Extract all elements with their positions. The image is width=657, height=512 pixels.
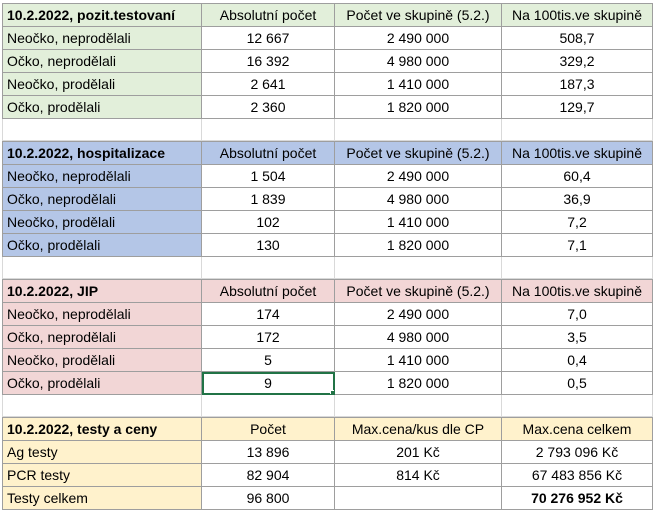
cell-group-count[interactable]: 4 980 000 xyxy=(335,188,502,211)
cell-group-count[interactable]: 1 820 000 xyxy=(335,234,502,257)
col-header-absolute[interactable]: Absolutní počet xyxy=(202,4,335,27)
empty-row xyxy=(3,395,653,417)
row-label[interactable]: Očko, neprodělali xyxy=(3,326,202,349)
row-label[interactable]: Neočko, prodělali xyxy=(3,349,202,372)
row-label[interactable]: Očko, prodělali xyxy=(3,96,202,119)
empty-cell[interactable] xyxy=(202,395,335,417)
col-header-absolute[interactable]: Absolutní počet xyxy=(202,280,335,303)
empty-cell[interactable] xyxy=(502,257,653,279)
empty-cell[interactable] xyxy=(502,395,653,417)
row-label[interactable]: Neočko, neprodělali xyxy=(3,165,202,188)
cell-count[interactable]: 82 904 xyxy=(202,464,335,487)
cell-group-count[interactable]: 1 820 000 xyxy=(335,372,502,395)
table-row xyxy=(3,165,653,188)
table-row xyxy=(3,96,653,119)
cell-group-count[interactable]: 1 820 000 xyxy=(335,96,502,119)
row-label[interactable]: Očko, neprodělali xyxy=(3,50,202,73)
cell-price-total[interactable]: 70 276 952 Kč xyxy=(502,487,653,510)
cell-per-100k[interactable]: 36,9 xyxy=(502,188,653,211)
cell-group-count[interactable]: 1 410 000 xyxy=(335,73,502,96)
col-header-per-100k[interactable]: Na 100tis.ve skupině xyxy=(502,4,653,27)
cell-absolute[interactable]: 2 360 xyxy=(202,96,335,119)
section-title[interactable]: 10.2.2022, hospitalizace xyxy=(3,142,202,165)
header-row xyxy=(3,418,653,441)
table-row xyxy=(3,487,653,510)
row-label[interactable]: Očko, prodělali xyxy=(3,234,202,257)
cell-per-100k[interactable]: 0,5 xyxy=(502,372,653,395)
table-tests-prices xyxy=(2,417,653,510)
row-label[interactable]: Neočko, prodělali xyxy=(3,73,202,96)
table-row xyxy=(3,234,653,257)
table-row xyxy=(3,50,653,73)
header-row xyxy=(3,142,653,165)
cell-per-100k[interactable]: 3,5 xyxy=(502,326,653,349)
section-title[interactable]: 10.2.2022, testy a ceny xyxy=(3,418,202,441)
selected-cell[interactable] xyxy=(202,372,335,395)
fill-handle[interactable] xyxy=(330,390,335,395)
row-label[interactable]: PCR testy xyxy=(3,464,202,487)
table-row xyxy=(3,326,653,349)
section-title[interactable]: 10.2.2022, JIP xyxy=(3,280,202,303)
table-row xyxy=(3,441,653,464)
table-row xyxy=(3,27,653,50)
cell-group-count[interactable]: 2 490 000 xyxy=(335,165,502,188)
empty-cell[interactable] xyxy=(202,119,335,141)
cell-price-unit[interactable] xyxy=(335,487,502,510)
row-label[interactable]: Očko, neprodělali xyxy=(3,188,202,211)
empty-cell[interactable] xyxy=(3,257,202,279)
cell-price-unit[interactable]: 201 Kč xyxy=(335,441,502,464)
table-hospitalization xyxy=(2,141,653,279)
table-row xyxy=(3,303,653,326)
empty-cell[interactable] xyxy=(335,119,502,141)
table-positive-tests xyxy=(2,3,653,141)
cell-group-count[interactable]: 4 980 000 xyxy=(335,326,502,349)
cell-absolute[interactable]: 174 xyxy=(202,303,335,326)
cell-price-total[interactable]: 2 793 096 Kč xyxy=(502,441,653,464)
col-header-group-count[interactable]: Počet ve skupině (5.2.) xyxy=(335,142,502,165)
empty-cell[interactable] xyxy=(335,395,502,417)
cell-per-100k[interactable]: 187,3 xyxy=(502,73,653,96)
table-icu xyxy=(2,279,653,417)
row-label[interactable]: Neočko, neprodělali xyxy=(3,303,202,326)
cell-per-100k[interactable]: 508,7 xyxy=(502,27,653,50)
col-header-per-100k[interactable]: Na 100tis.ve skupině xyxy=(502,280,653,303)
col-header-max-price-unit[interactable]: Max.cena/kus dle CP xyxy=(335,418,502,441)
cell-group-count[interactable]: 2 490 000 xyxy=(335,27,502,50)
col-header-count[interactable]: Počet xyxy=(202,418,335,441)
cell-per-100k[interactable]: 129,7 xyxy=(502,96,653,119)
cell-absolute[interactable]: 130 xyxy=(202,234,335,257)
table-row xyxy=(3,211,653,234)
empty-row xyxy=(3,257,653,279)
empty-cell[interactable] xyxy=(3,395,202,417)
row-label[interactable]: Očko, prodělali xyxy=(3,372,202,395)
col-header-group-count[interactable]: Počet ve skupině (5.2.) xyxy=(335,280,502,303)
cell-per-100k[interactable]: 7,1 xyxy=(502,234,653,257)
row-label[interactable]: Neočko, prodělali xyxy=(3,211,202,234)
table-row xyxy=(3,188,653,211)
cell-absolute[interactable]: 2 641 xyxy=(202,73,335,96)
empty-cell[interactable] xyxy=(502,119,653,141)
col-header-max-price-total[interactable]: Max.cena celkem xyxy=(502,418,653,441)
empty-cell[interactable] xyxy=(335,257,502,279)
cell-per-100k[interactable]: 329,2 xyxy=(502,50,653,73)
empty-row xyxy=(3,119,653,141)
cell-absolute[interactable]: 5 xyxy=(202,349,335,372)
cell-price-total[interactable]: 67 483 856 Kč xyxy=(502,464,653,487)
table-row xyxy=(3,464,653,487)
cell-group-count[interactable]: 1 410 000 xyxy=(335,349,502,372)
col-header-absolute[interactable]: Absolutní počet xyxy=(202,142,335,165)
cell-per-100k[interactable]: 0,4 xyxy=(502,349,653,372)
row-label[interactable]: Testy celkem xyxy=(3,487,202,510)
table-row xyxy=(3,73,653,96)
cell-absolute[interactable]: 16 392 xyxy=(202,50,335,73)
cell-absolute[interactable]: 12 667 xyxy=(202,27,335,50)
col-header-per-100k[interactable]: Na 100tis.ve skupině xyxy=(502,142,653,165)
cell-absolute[interactable]: 172 xyxy=(202,326,335,349)
cell-per-100k[interactable]: 7,2 xyxy=(502,211,653,234)
empty-cell[interactable] xyxy=(3,119,202,141)
cell-per-100k[interactable]: 7,0 xyxy=(502,303,653,326)
row-label[interactable]: Neočko, neprodělali xyxy=(3,27,202,50)
empty-cell[interactable] xyxy=(202,257,335,279)
cell-count[interactable]: 13 896 xyxy=(202,441,335,464)
cell-absolute[interactable]: 102 xyxy=(202,211,335,234)
cell-count[interactable]: 96 800 xyxy=(202,487,335,510)
table-row xyxy=(3,372,653,395)
row-label[interactable]: Ag testy xyxy=(3,441,202,464)
cell-price-unit[interactable]: 814 Kč xyxy=(335,464,502,487)
cell-group-count[interactable]: 2 490 000 xyxy=(335,303,502,326)
table-row xyxy=(3,349,653,372)
cell-per-100k[interactable]: 60,4 xyxy=(502,165,653,188)
cell-group-count[interactable]: 1 410 000 xyxy=(335,211,502,234)
cell-absolute[interactable]: 1 839 xyxy=(202,188,335,211)
header-row xyxy=(3,280,653,303)
cell-group-count[interactable]: 4 980 000 xyxy=(335,50,502,73)
cell-absolute: 9 xyxy=(264,375,272,391)
header-row xyxy=(3,4,653,27)
section-title[interactable]: 10.2.2022, pozit.testovaní xyxy=(3,4,202,27)
cell-absolute[interactable]: 1 504 xyxy=(202,165,335,188)
col-header-group-count[interactable]: Počet ve skupině (5.2.) xyxy=(335,4,502,27)
